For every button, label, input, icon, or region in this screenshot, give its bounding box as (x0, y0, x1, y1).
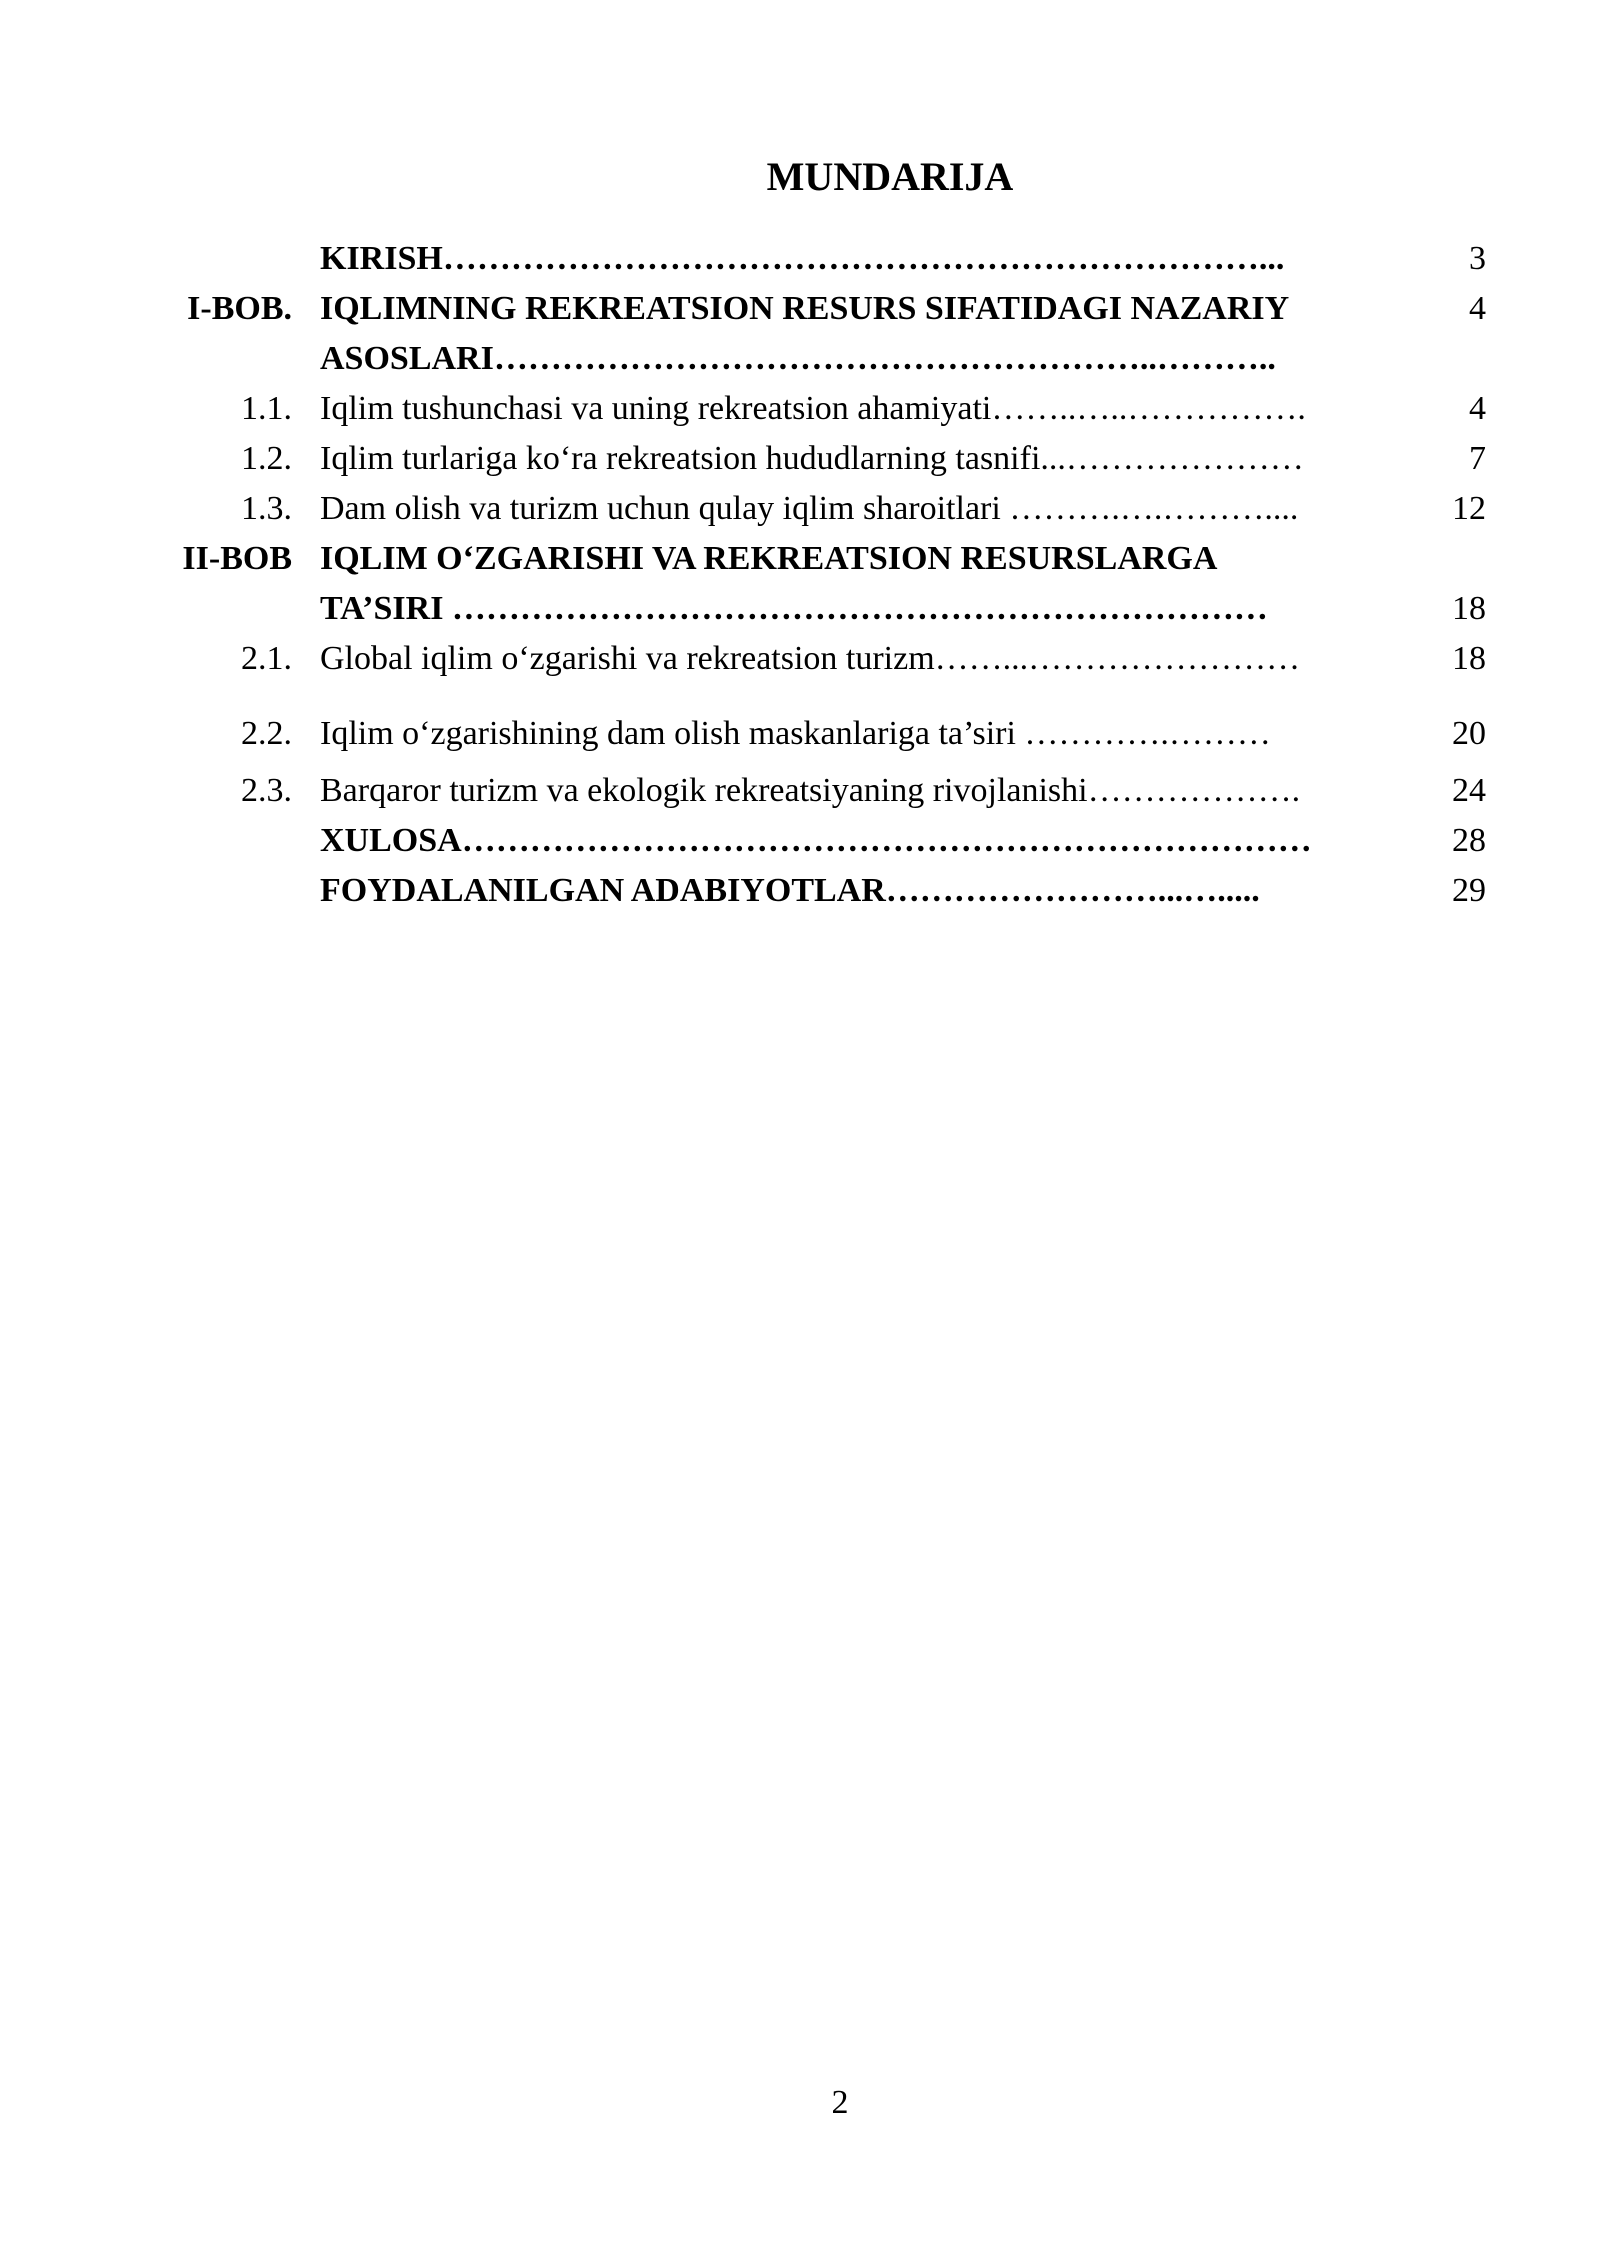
toc-entry-title: Iqlim turlariga ko‘ra rekreatsion hududlarning tasnifi...………………… (320, 440, 1304, 477)
toc-entry-title: FOYDALANILGAN ADABIYOTLAR……………………...…..... (320, 872, 1260, 909)
toc-entry-title: Dam olish va turizm uchun qulay iqlim sharoitlari ……….….……….... (320, 490, 1299, 527)
toc-entry-chapter-1[interactable] (0, 284, 1600, 334)
toc-entry-page: 12 (1452, 490, 1486, 527)
toc-entry-number: 1.3. (241, 490, 292, 527)
toc-entry-title: IQLIM O‘ZGARISHI VA REKREATSION RESURSLARGA (320, 540, 1218, 577)
toc-entry-title: Iqlim o‘zgarishining dam olish maskanlariga ta’siri ………….……… (320, 715, 1271, 752)
page-title: MUNDARIJA (766, 154, 1014, 199)
toc-entry-number: 1.1. (241, 390, 292, 427)
toc-entry-page: 4 (1469, 390, 1486, 427)
toc-entry-title: Global iqlim o‘zgarishi va rekreatsion turizm……...…………………… (320, 640, 1301, 677)
toc-entry-page: 18 (1452, 590, 1486, 627)
toc-entry-number: 2.2. (241, 715, 292, 752)
toc-entry-title: IQLIMNING REKREATSION RESURS SIFATIDAGI NAZARIY (320, 290, 1290, 327)
toc-entry-page: 3 (1469, 240, 1486, 277)
toc-entry-chapter-2[interactable] (0, 534, 1600, 584)
toc-entry-section-2-2[interactable] (0, 709, 1600, 759)
toc-entry-number: 1.2. (241, 440, 292, 477)
table-of-contents (0, 0, 1600, 960)
toc-entry-number: 2.1. (241, 640, 292, 677)
toc-entry-conclusion[interactable] (0, 816, 1600, 866)
toc-entry-title: XULOSA………………………………………………………………… (320, 822, 1312, 859)
toc-entry-introduction[interactable] (0, 234, 1600, 284)
toc-entry-page: 24 (1452, 772, 1486, 809)
toc-entry-chapter-1-continued[interactable] (0, 334, 1600, 384)
toc-entry-number: II-BOB (182, 540, 292, 577)
toc-entry-page: 20 (1452, 715, 1486, 752)
toc-entry-title: Iqlim tushunchasi va uning rekreatsion ahamiyati……..…..……………. (320, 390, 1306, 427)
toc-entry-section-2-3[interactable] (0, 766, 1600, 816)
toc-entry-section-1-3[interactable] (0, 484, 1600, 534)
toc-entry-title: TA’SIRI ……………………………………………………………… (320, 590, 1268, 627)
toc-entry-section-2-1[interactable] (0, 634, 1600, 684)
toc-entry-page: 4 (1469, 290, 1486, 327)
toc-entry-page: 7 (1469, 440, 1486, 477)
toc-entry-title: ASOSLARI…………………………………………………..……….. (320, 340, 1276, 377)
toc-entry-page: 28 (1452, 822, 1486, 859)
toc-entry-page: 29 (1452, 872, 1486, 909)
toc-entry-title: KIRISH………………………………………………………………... (320, 240, 1285, 277)
toc-entry-section-1-2[interactable] (0, 434, 1600, 484)
toc-entry-chapter-2-continued[interactable] (0, 584, 1600, 634)
page-number: 2 (831, 2084, 849, 2121)
toc-entry-references[interactable] (0, 866, 1600, 916)
toc-entry-title: Barqaror turizm va ekologik rekreatsiyaning rivojlanishi………………. (320, 772, 1301, 809)
toc-entry-section-1-1[interactable] (0, 384, 1600, 434)
toc-entry-number: I-BOB. (187, 290, 292, 327)
toc-entry-number: 2.3. (241, 772, 292, 809)
toc-entry-page: 18 (1452, 640, 1486, 677)
